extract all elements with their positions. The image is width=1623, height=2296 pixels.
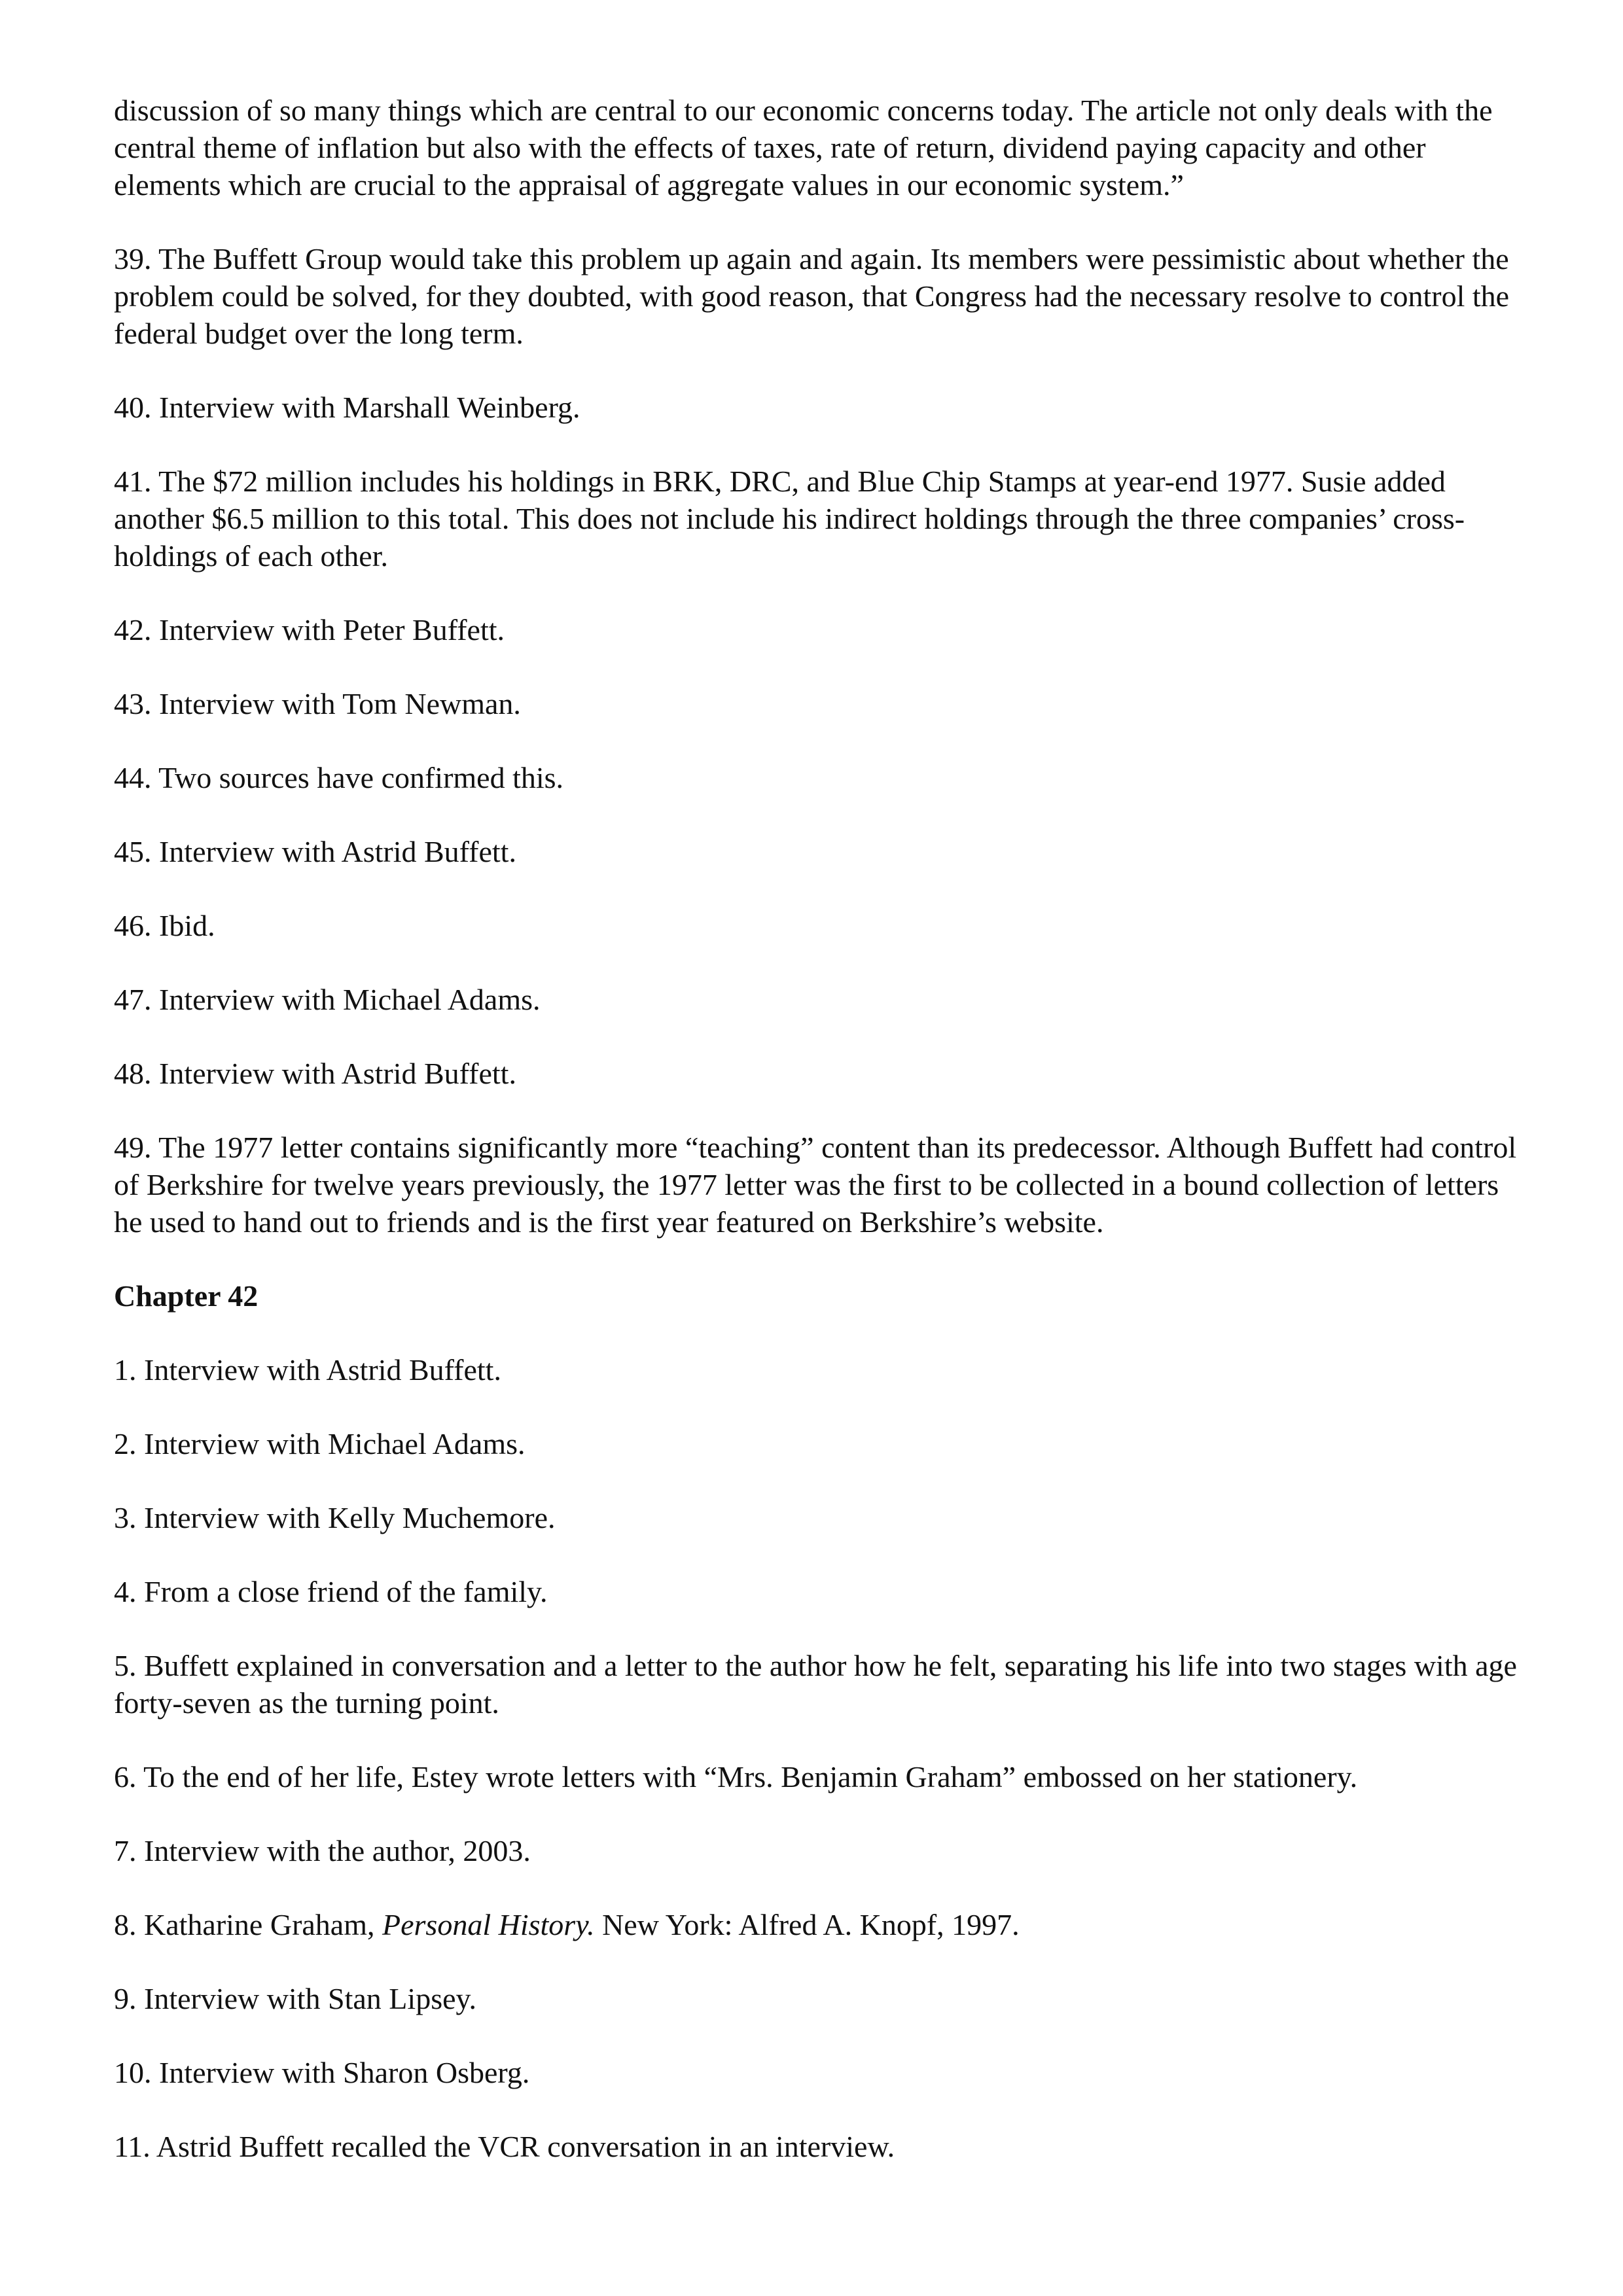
endnote-number: 3. <box>114 1501 137 1534</box>
endnote-text: Interview with Astrid Buffett. <box>144 1353 501 1386</box>
endnote-2 <box>114 1425 1527 1462</box>
endnote-number: 1. <box>114 1353 137 1386</box>
endnote-number: 11. <box>114 2130 151 2163</box>
book-title: Personal History. <box>382 1908 595 1941</box>
endnote-6 <box>114 1758 1527 1795</box>
endnote-text: Interview with the author, 2003. <box>144 1834 531 1867</box>
endnote-number: 39. <box>114 242 152 275</box>
endnote-number: 45. <box>114 835 152 868</box>
endnote-43 <box>114 685 1527 722</box>
endnote-text: To the end of her life, Estey wrote letters with “Mrs. Benjamin Graham” embossed on her stationery. <box>143 1760 1358 1793</box>
endnote-text: Interview with Marshall Weinberg. <box>159 391 580 424</box>
endnote-text: Interview with Stan Lipsey. <box>144 1982 477 2015</box>
endnote-39 <box>114 240 1527 352</box>
endnote-text: Two sources have confirmed this. <box>158 761 564 794</box>
endnote-text: Interview with Astrid Buffett. <box>159 1057 516 1090</box>
endnote-number: 5. <box>114 1649 137 1682</box>
endnote-number: 44. <box>114 761 152 794</box>
endnote-text: Astrid Buffett recalled the VCR conversation in an interview. <box>156 2130 895 2163</box>
endnote-9 <box>114 1980 1527 2017</box>
endnote-49 <box>114 1129 1527 1241</box>
endnote-text: Interview with Kelly Muchemore. <box>144 1501 556 1534</box>
endnote-number: 10. <box>114 2056 152 2089</box>
endnote-number: 41. <box>114 465 152 498</box>
endnote-41 <box>114 463 1527 574</box>
endnote-4 <box>114 1573 1527 1610</box>
endnote-number: 6. <box>114 1760 137 1793</box>
endnote-number: 40. <box>114 391 152 424</box>
endnote-text: Interview with Sharon Osberg. <box>159 2056 530 2089</box>
endnote-text-prefix: Katharine Graham, <box>144 1908 375 1941</box>
endnote-text: Interview with Michael Adams. <box>159 983 541 1016</box>
endnote-number: 42. <box>114 613 152 646</box>
chapter-heading: Chapter 42 <box>114 1279 259 1313</box>
endnote-11 <box>114 2128 1527 2165</box>
endnote-number: 2. <box>114 1427 137 1460</box>
endnote-47 <box>114 981 1527 1018</box>
endnote-text: Interview with Michael Adams. <box>144 1427 526 1460</box>
endnote-number: 46. <box>114 909 152 942</box>
intro-paragraph: discussion of so many things which are central to our economic concerns today. The article not only deals with the central theme of inflation but also with the effects of taxes, rate of return, dividend paying capacity and other elements which are crucial to the appraisal of aggregate values in our economic system.” <box>114 94 1493 202</box>
endnote-number: 49. <box>114 1131 152 1164</box>
notes-list-part1 <box>114 240 1527 1241</box>
document-page <box>114 92 1527 2202</box>
endnote-3 <box>114 1499 1527 1536</box>
endnote-7 <box>114 1832 1527 1869</box>
endnote-text: Buffett explained in conversation and a letter to the author how he felt, separating his life into two stages with age forty-seven as the turning point. <box>114 1649 1517 1720</box>
endnote-number: 47. <box>114 983 152 1016</box>
endnote-text: The $72 million includes his holdings in BRK, DRC, and Blue Chip Stamps at year-end 1977. Susie added another $6.5 million to this total. This does not include his indirect holdings through the three companies’ cross-holdings of each other. <box>114 465 1465 573</box>
endnote-text: The Buffett Group would take this problem up again and again. Its members were pessimistic about whether the problem could be solved, for they doubted, with good reason, that Congress had the necessary resolve to control the federal budget over the long term. <box>114 242 1510 350</box>
endnote-text: Interview with Astrid Buffett. <box>159 835 516 868</box>
endnote-text-suffix: New York: Alfred A. Knopf, 1997. <box>602 1908 1020 1941</box>
endnote-1 <box>114 1351 1527 1388</box>
endnote-text: From a close friend of the family. <box>144 1575 548 1608</box>
endnote-number: 9. <box>114 1982 137 2015</box>
endnote-number: 8. <box>114 1908 137 1941</box>
endnote-42 <box>114 611 1527 648</box>
endnote-number: 4. <box>114 1575 137 1608</box>
endnote-text: Interview with Tom Newman. <box>159 687 521 720</box>
endnote-44 <box>114 759 1527 796</box>
endnote-number: 48. <box>114 1057 152 1090</box>
endnote-number: 7. <box>114 1834 137 1867</box>
notes-list-part2 <box>114 1351 1527 2165</box>
endnote-8 <box>114 1906 1527 1943</box>
endnote-5 <box>114 1647 1527 1722</box>
endnote-text: Ibid. <box>159 909 215 942</box>
endnote-text: Interview with Peter Buffett. <box>159 613 505 646</box>
endnote-number: 43. <box>114 687 152 720</box>
endnote-10 <box>114 2054 1527 2091</box>
endnote-40 <box>114 389 1527 426</box>
endnote-text: The 1977 letter contains significantly more “teaching” content than its predecessor. Although Buffett had control of Berkshire for twelve years previously, the 1977 letter was the first to be collected in a bound collection of letters he used to hand out to friends and is the first year featured on Berkshire’s website. <box>114 1131 1517 1239</box>
endnote-48 <box>114 1055 1527 1092</box>
endnote-46 <box>114 907 1527 944</box>
endnote-45 <box>114 833 1527 870</box>
